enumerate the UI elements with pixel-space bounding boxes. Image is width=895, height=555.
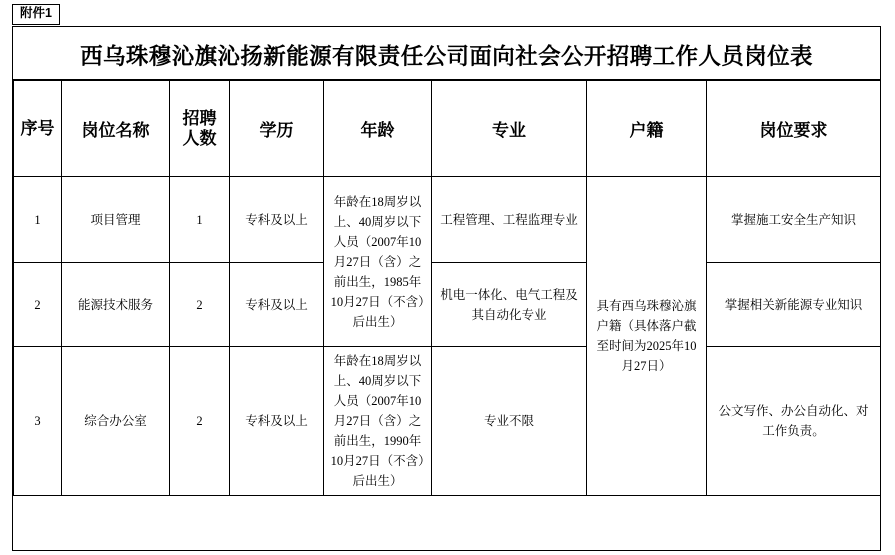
title-row: [13, 27, 880, 80]
table-row: [14, 177, 881, 263]
column-header-household: 户籍: [587, 81, 707, 177]
attachment-tag: 附件1: [12, 4, 60, 25]
document-frame: [12, 26, 881, 551]
column-header-education: 学历: [230, 81, 324, 177]
cell-household-merged: 具有西乌珠穆沁旗户籍（具体落户截至时间为2025年10月27日）: [587, 177, 707, 496]
cell-major: 工程管理、工程监理专业: [432, 177, 587, 263]
cell-requirements: 掌握施工安全生产知识: [707, 177, 881, 263]
cell-education: 专科及以上: [230, 347, 324, 496]
table-row: [14, 263, 881, 347]
cell-recruit-count: 2: [170, 263, 230, 347]
cell-major: 专业不限: [432, 347, 587, 496]
column-header-age: 年龄: [324, 81, 432, 177]
table-header-row: [14, 81, 881, 177]
cell-requirements: 公文写作、办公自动化、对工作负责。: [707, 347, 881, 496]
cell-age-merged-1-2: 年龄在18周岁以上、40周岁以下人员（2007年10月27日（含）之前出生，1985年10月27日（不含）后出生）: [324, 177, 432, 347]
page-title: 西乌珠穆沁旗沁扬新能源有限责任公司面向社会公开招聘工作人员岗位表: [80, 44, 813, 69]
cell-major: 机电一体化、电气工程及其自动化专业: [432, 263, 587, 347]
cell-position-name: 能源技术服务: [62, 263, 170, 347]
cell-age: 年龄在18周岁以上、40周岁以下人员（2007年10月27日（含）之前出生，1990年10月27日（不含）后出生）: [324, 347, 432, 496]
column-header-requirements: 岗位要求: [707, 81, 881, 177]
cell-education: 专科及以上: [230, 177, 324, 263]
cell-position-name: 项目管理: [62, 177, 170, 263]
job-positions-table: [13, 80, 881, 496]
cell-recruit-count: 2: [170, 347, 230, 496]
column-header-position-name: 岗位名称: [62, 81, 170, 177]
column-header-major: 专业: [432, 81, 587, 177]
cell-seq: 2: [14, 263, 62, 347]
cell-education: 专科及以上: [230, 263, 324, 347]
table-row: [14, 347, 881, 496]
cell-position-name: 综合办公室: [62, 347, 170, 496]
cell-recruit-count: 1: [170, 177, 230, 263]
column-header-seq: 序号: [14, 81, 62, 177]
cell-seq: 1: [14, 177, 62, 263]
column-header-recruit-count: 招聘人数: [170, 81, 230, 177]
cell-requirements: 掌握相关新能源专业知识: [707, 263, 881, 347]
cell-seq: 3: [14, 347, 62, 496]
